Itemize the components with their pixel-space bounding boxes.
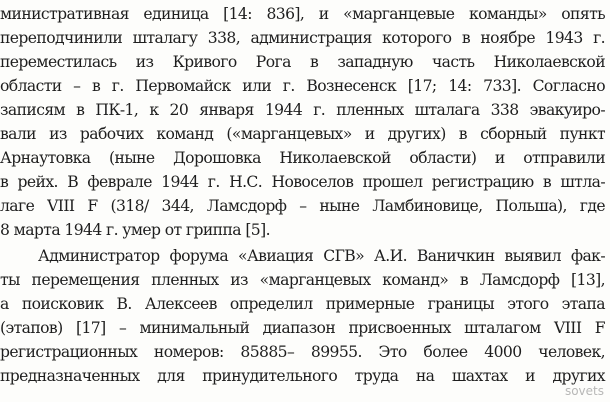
text-line: а поисковик В. Алексеев определил примерные границы этого этапа — [0, 295, 605, 313]
text-line: вали из рабочих команд («марганцевых» и других) в сборный пункт — [0, 125, 605, 143]
paragraph-first-line: Администратор форума «Авиация СГВ» А.И. Ваничкин выявил фак- — [38, 247, 605, 265]
text-line: (этапов) [17] – минимальный диапазон присвоенных шталагом VIII F — [0, 319, 605, 337]
text-line: предназначенных для принудительного труда на шахтах и других — [0, 367, 605, 385]
text-line: ты перемещения пленных из «марганцевых команд» в Ламсдорф [13], — [0, 271, 605, 289]
text-line: Арнаутовка (ныне Дорошовка Николаевской области) и отправили — [0, 149, 605, 167]
text-line: 8 марта 1944 г. умер от гриппа [5]. — [0, 221, 270, 239]
text-line: записям в ПК-1, к 20 января 1944 г. пленных шталага 338 эвакуиро- — [0, 101, 605, 119]
text-line: регистрационных номеров: 85885– 89955. Это более 4000 человек, — [0, 343, 605, 361]
text-line: переподчинили шталагу 338, администрация которого в ноябре 1943 г. — [0, 29, 605, 47]
text-line: области – в г. Первомайск или г. Вознесенск [17; 14: 733]. Согласно — [0, 77, 605, 95]
text-line: лаге VIII F (318/ 344, Ламсдорф – ныне Ламбиновице, Польша), где — [0, 197, 605, 215]
watermark: sovets — [564, 384, 604, 398]
text-line: в рейх. В феврале 1944 г. Н.С. Новоселов прошел регистрацию в штла- — [0, 173, 605, 191]
text-line: министративная единица [14: 836], и «марганцевые команды» опять — [0, 5, 605, 23]
text-line: переместилась из Кривого Рога в западную часть Николаевской — [0, 53, 605, 71]
